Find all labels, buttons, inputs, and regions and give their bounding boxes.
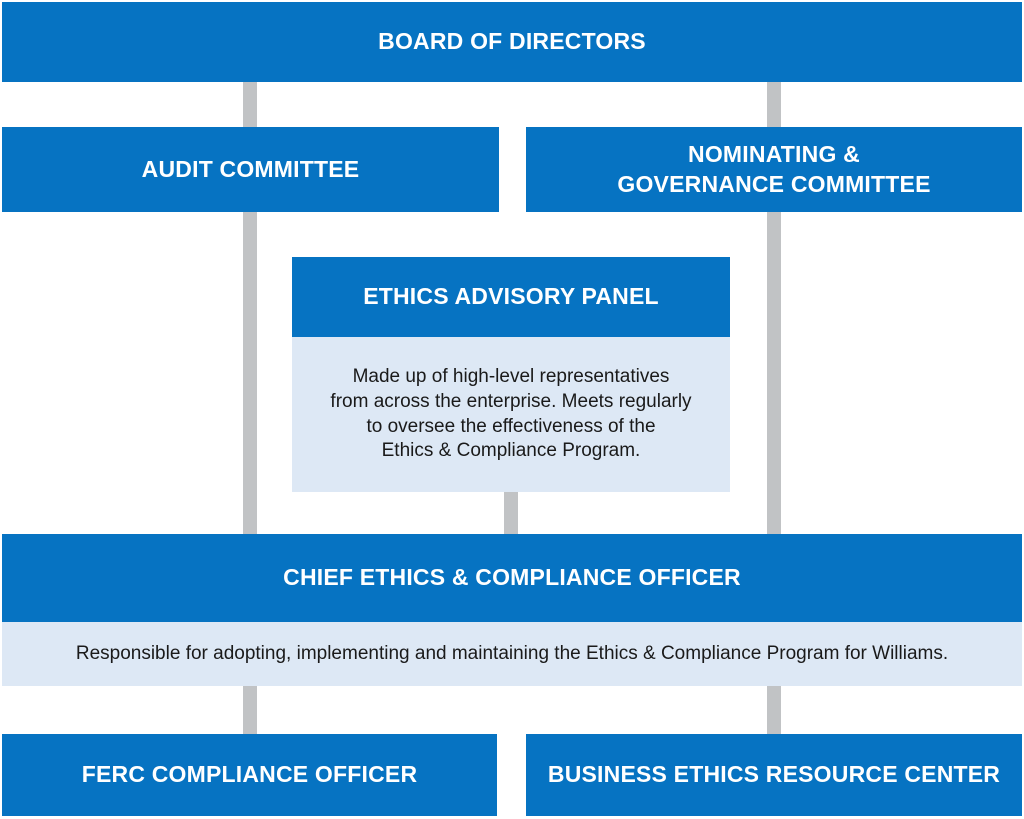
audit-committee-label: AUDIT COMMITTEE	[141, 155, 360, 182]
connector-chief-resource	[767, 686, 781, 734]
ethics-advisory-panel-description-box	[292, 337, 730, 492]
business-ethics-resource-center-box	[526, 734, 1022, 816]
chief-ethics-compliance-officer-label: CHIEF ETHICS & COMPLIANCE OFFICER	[283, 564, 741, 591]
board-of-directors-label: BOARD OF DIRECTORS	[378, 28, 646, 55]
audit-committee-box	[2, 127, 499, 212]
board-of-directors-box	[2, 2, 1022, 82]
ethics-advisory-panel-description: Made up of high-level representatives from across the enterprise. Meets regularly to oversee the effectiveness of the Ethics & Compliance Program.	[330, 366, 692, 462]
ethics-advisory-panel-box	[292, 257, 730, 337]
ferc-compliance-officer-label: FERC COMPLIANCE OFFICER	[81, 761, 418, 788]
chief-ethics-compliance-officer-description-box	[2, 622, 1022, 686]
connector-panel-chief	[504, 490, 518, 534]
chief-ethics-compliance-officer-box	[2, 534, 1022, 622]
chief-ethics-compliance-officer-description: Responsible for adopting, implementing and maintaining the Ethics & Compliance Program for Williams.	[75, 642, 949, 664]
business-ethics-resource-center-label: BUSINESS ETHICS RESOURCE CENTER	[547, 761, 1001, 788]
nominating-governance-committee-box	[526, 127, 1022, 212]
ferc-compliance-officer-box	[2, 734, 497, 816]
ethics-advisory-panel-label: ETHICS ADVISORY PANEL	[363, 283, 659, 310]
nominating-governance-committee-label: NOMINATING & GOVERNANCE COMMITTEE	[617, 140, 931, 197]
connector-chief-ferc	[243, 686, 257, 734]
